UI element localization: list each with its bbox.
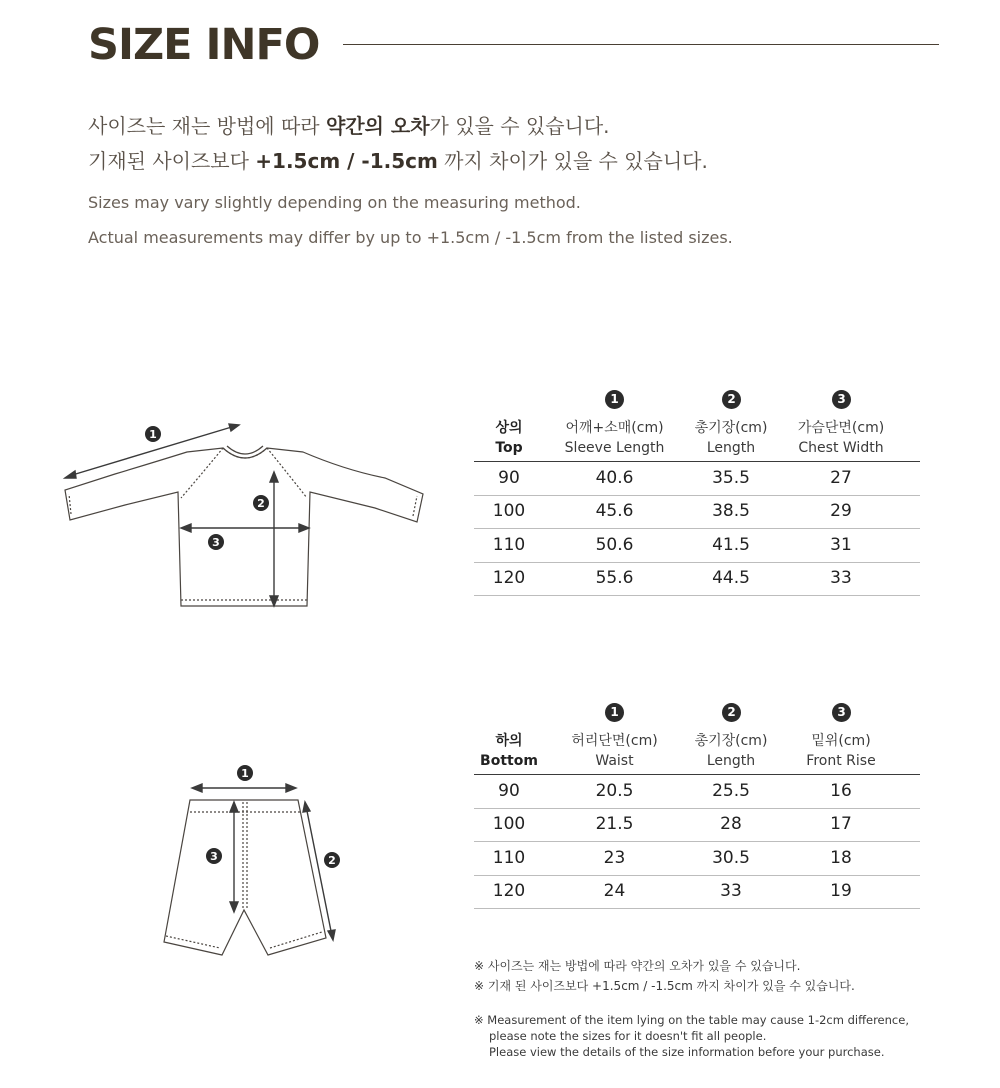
top-head-en-3: Chest Width	[798, 440, 884, 456]
bottom-col-marker-3: 3	[832, 703, 851, 722]
bottom-marker-2: 2	[328, 854, 336, 867]
note-kr-1: ※ 사이즈는 재는 방법에 따라 약간의 오차가 있을 수 있습니다.	[474, 959, 801, 973]
note-en-3: Please view the details of the size information before your purchase.	[489, 1045, 885, 1059]
intro-en-line-2: Actual measurements may differ by up to +1.5cm / -1.5cm from the listed sizes.	[88, 228, 733, 247]
table-row	[474, 529, 920, 563]
top-table-header	[474, 418, 920, 462]
table-row	[474, 876, 920, 910]
table-cell: 28	[720, 814, 742, 835]
table-cell: 38.5	[712, 501, 750, 522]
page-title: SIZE INFO	[88, 20, 320, 70]
bottom-head-en-0: Bottom	[480, 753, 538, 769]
table-cell: 110	[492, 847, 526, 868]
title-divider	[343, 44, 939, 45]
bottom-garment-illustration	[150, 760, 350, 965]
bottom-marker-3: 3	[210, 850, 218, 863]
note-kr-2: ※ 기재 된 사이즈보다 +1.5cm / -1.5cm 까지 차이가 있을 수 있습니다.	[474, 979, 855, 993]
bottom-size-table	[474, 703, 920, 909]
table-row	[474, 496, 920, 530]
table-cell: 100	[492, 814, 526, 835]
bottom-col-marker-1: 1	[605, 703, 624, 722]
note-en-2: please note the sizes for it doesn't fit all people.	[489, 1029, 767, 1043]
table-cell: 33	[720, 881, 742, 902]
table-cell: 25.5	[712, 780, 750, 801]
intro-kr-line-2: 기재된 사이즈보다 +1.5cm / -1.5cm 까지 차이가 있을 수 있습니다.	[88, 149, 708, 173]
table-row	[474, 462, 920, 496]
bottom-marker-row	[474, 703, 920, 731]
table-cell: 55.6	[595, 568, 634, 589]
table-cell: 41.5	[712, 534, 750, 555]
bottom-head-en-3: Front Rise	[806, 753, 876, 769]
bottom-head-en-1: Waist	[595, 753, 634, 769]
top-col-marker-3: 3	[832, 390, 851, 409]
top-marker-3: 3	[212, 536, 220, 549]
table-cell: 21.5	[595, 814, 634, 835]
table-row	[474, 563, 920, 597]
intro-kr-line-1: 사이즈는 재는 방법에 따라 약간의 오차가 있을 수 있습니다.	[88, 114, 610, 138]
table-cell: 120	[492, 568, 526, 589]
table-cell: 90	[498, 467, 520, 488]
table-cell: 120	[492, 881, 526, 902]
intro-en-line-1: Sizes may vary slightly depending on the measuring method.	[88, 193, 581, 212]
top-head-kr-1: 어깨+소매(cm)	[565, 420, 664, 436]
top-head-en-2: Length	[706, 440, 756, 456]
bottom-head-kr-2: 총기장(cm)	[694, 733, 768, 749]
table-cell: 110	[492, 534, 526, 555]
top-marker-2: 2	[257, 497, 265, 510]
table-cell: 29	[830, 501, 852, 522]
top-size-table	[474, 390, 920, 596]
bottom-head-en-2: Length	[706, 753, 756, 769]
bottom-marker-1: 1	[241, 767, 249, 780]
table-cell: 90	[498, 780, 520, 801]
table-cell: 23	[603, 847, 626, 868]
table-cell: 27	[830, 467, 852, 488]
top-garment-illustration	[55, 410, 435, 615]
table-cell: 24	[603, 881, 626, 902]
top-head-kr-3: 가슴단면(cm)	[797, 420, 885, 436]
table-cell: 19	[830, 881, 852, 902]
table-cell: 33	[830, 568, 852, 589]
table-cell: 18	[830, 847, 852, 868]
top-marker-row	[474, 390, 920, 418]
top-marker-1: 1	[149, 428, 157, 441]
note-en	[474, 1012, 909, 1060]
table-cell: 50.6	[595, 534, 634, 555]
table-cell: 44.5	[712, 568, 750, 589]
table-cell: 40.6	[595, 467, 634, 488]
note-en-1: ※ Measurement of the item lying on the table may cause 1-2cm difference,	[474, 1013, 909, 1027]
table-row	[474, 809, 920, 843]
top-head-kr-0: 상의	[495, 420, 523, 436]
table-cell: 17	[830, 814, 852, 835]
table-cell: 45.6	[595, 501, 634, 522]
bottom-head-kr-0: 하의	[495, 733, 523, 749]
top-col-marker-2: 2	[722, 390, 741, 409]
table-cell: 30.5	[712, 847, 750, 868]
bottom-head-kr-3: 밑위(cm)	[811, 733, 871, 749]
table-cell: 31	[830, 534, 852, 555]
bottom-table-header	[474, 731, 920, 775]
table-cell: 20.5	[595, 780, 634, 801]
table-row	[474, 842, 920, 876]
table-cell: 16	[830, 780, 852, 801]
top-head-en-0: Top	[495, 440, 523, 456]
table-cell: 100	[492, 501, 526, 522]
bottom-head-kr-1: 허리단면(cm)	[571, 733, 658, 749]
top-head-en-1: Sleeve Length	[564, 440, 665, 456]
table-cell: 35.5	[712, 467, 750, 488]
top-col-marker-1: 1	[605, 390, 624, 409]
table-row	[474, 775, 920, 809]
top-head-kr-2: 총기장(cm)	[694, 420, 768, 436]
bottom-col-marker-2: 2	[722, 703, 741, 722]
